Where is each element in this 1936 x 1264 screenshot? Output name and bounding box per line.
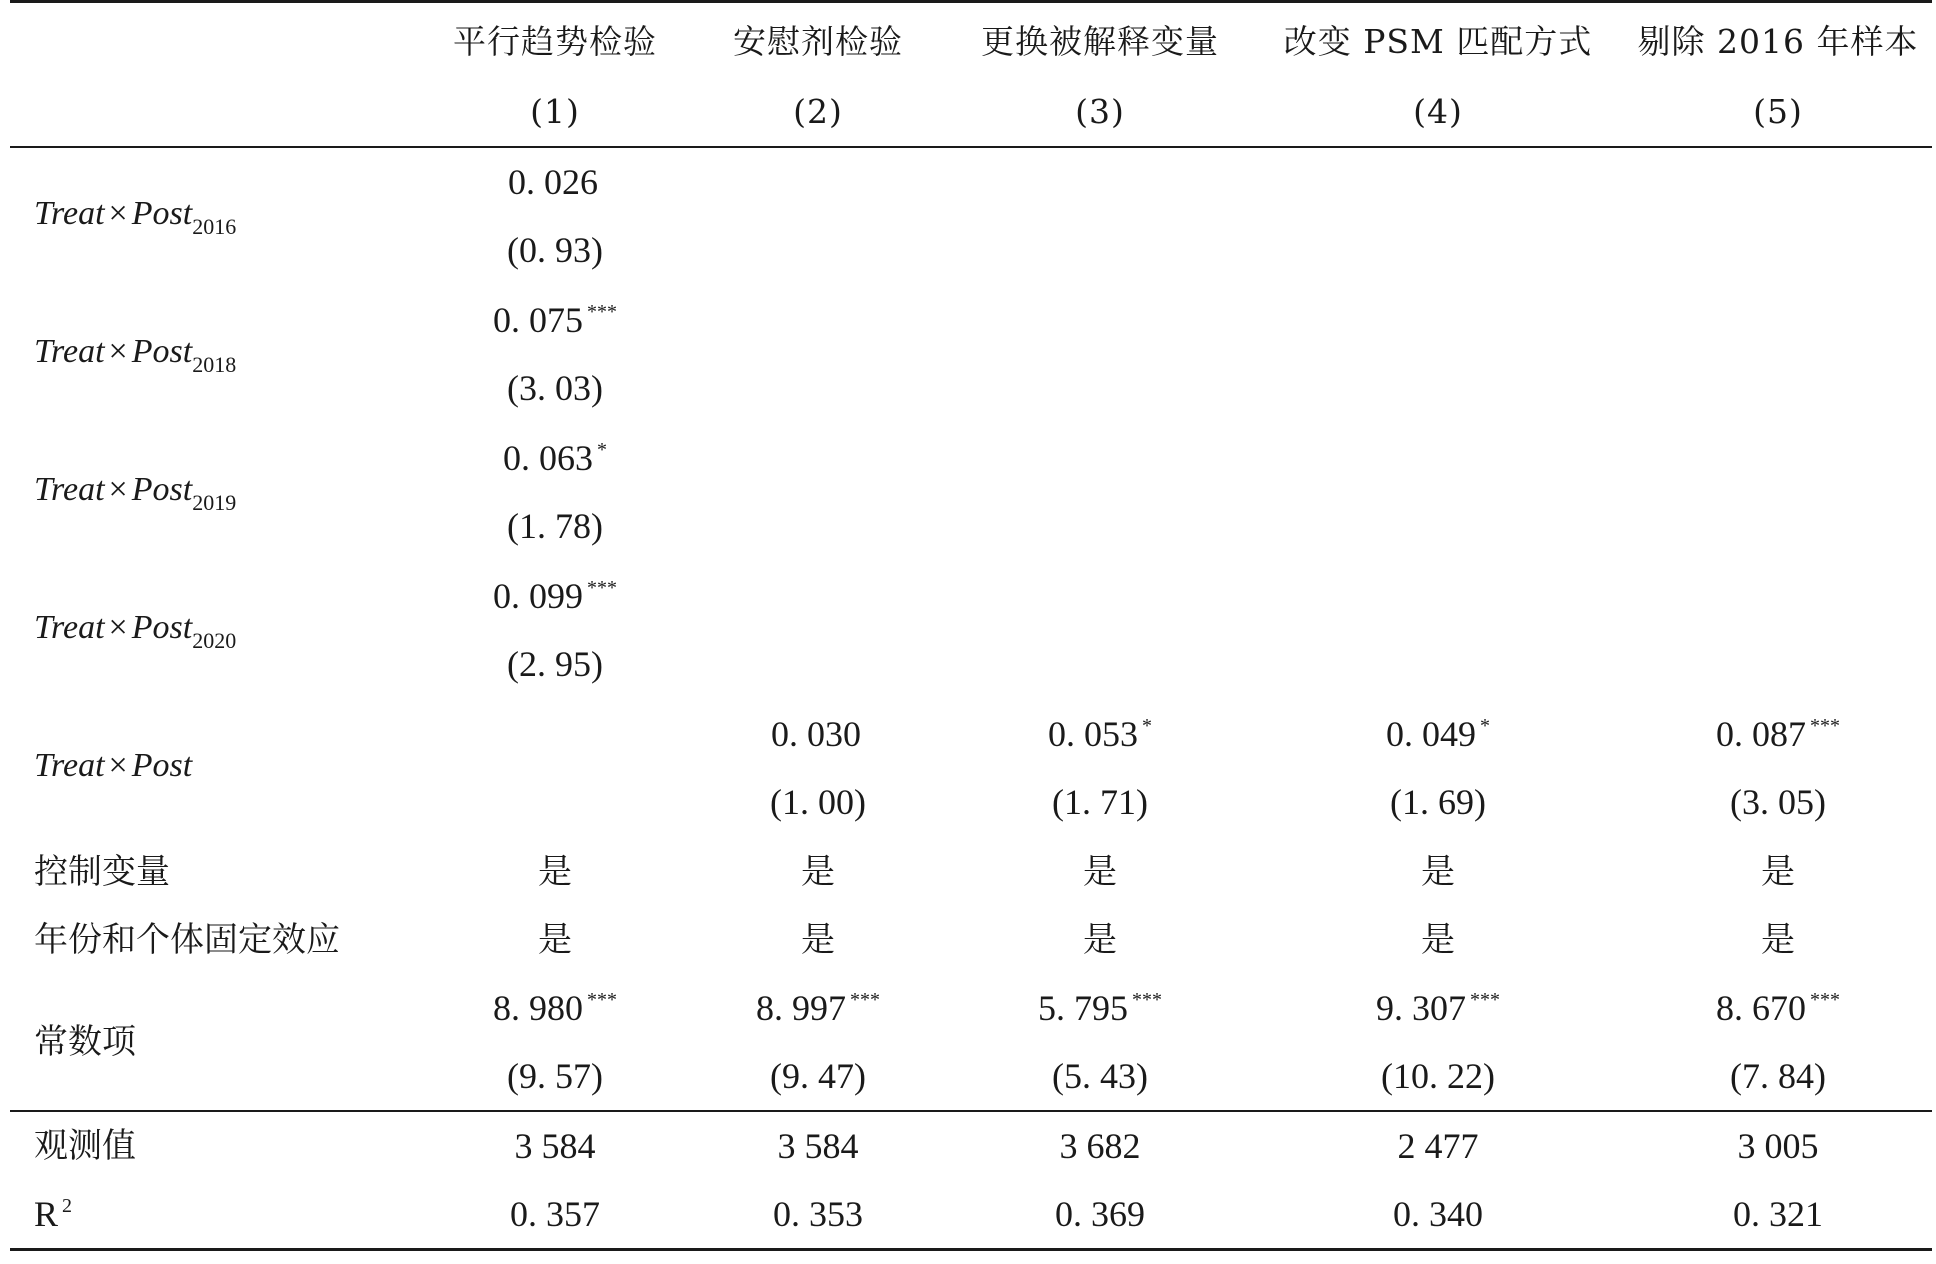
obs-col1: 3 584: [514, 1126, 596, 1166]
coef-tp2018-col1: [493, 300, 617, 340]
coef-value: 0. 099: [493, 576, 583, 616]
coef-value: 0. 049: [1386, 714, 1476, 754]
coef-value: 0. 026: [508, 162, 598, 202]
col-5-title: 剔除 2016 年样本: [1637, 22, 1919, 61]
coef-value: 0. 053: [1048, 714, 1138, 754]
header-rule: [10, 146, 1932, 148]
fe-col4: 是: [1421, 920, 1455, 960]
t-tp2016-col1: (0. 93): [507, 230, 603, 270]
controls-col5: 是: [1761, 852, 1795, 892]
label-post: Post: [131, 609, 193, 646]
const-t-col1: (9. 57): [507, 1056, 603, 1096]
col-1-title: 平行趋势检验: [453, 22, 657, 61]
t-tp-col3: (1. 71): [1052, 782, 1148, 822]
coef-tp-col5: [1716, 714, 1840, 754]
r2-col4: 0. 340: [1393, 1194, 1483, 1234]
significance-stars: *: [597, 439, 607, 461]
coef-value: 8. 980: [493, 988, 583, 1028]
t-tp-col4: (1. 69): [1390, 782, 1486, 822]
t-tp2020-col1: (2. 95): [507, 644, 603, 684]
row-label-fixed-effects: 年份和个体固定效应: [34, 920, 340, 960]
coef-value: 8. 997: [756, 988, 846, 1028]
fe-col5: 是: [1761, 920, 1795, 960]
coef-tp-col2: [771, 714, 865, 754]
row-label-controls: 控制变量: [34, 852, 170, 892]
col-3-title: 更换被解释变量: [981, 22, 1219, 61]
significance-stars: ***: [587, 301, 617, 323]
const-t-col2: (9. 47): [770, 1056, 866, 1096]
col-4-title: 改变 PSM 匹配方式: [1283, 22, 1593, 61]
obs-col2: 3 584: [777, 1126, 859, 1166]
const-coef-col5: [1716, 988, 1840, 1028]
label-subscript: 2018: [192, 352, 237, 377]
regression-table: [10, 0, 1932, 1264]
const-t-col4: (10. 22): [1381, 1056, 1495, 1096]
label-times: ×: [108, 333, 128, 370]
r2-col3: 0. 369: [1055, 1194, 1145, 1234]
coef-value: 0. 087: [1716, 714, 1806, 754]
coef-value: 9. 307: [1376, 988, 1466, 1028]
controls-col4: 是: [1421, 852, 1455, 892]
significance-stars: *: [1142, 715, 1152, 737]
const-coef-col2: [756, 988, 880, 1028]
significance-stars: ***: [1132, 989, 1162, 1011]
label-post: Post: [131, 333, 193, 370]
const-coef-col4: [1376, 988, 1500, 1028]
r2-letter: R: [34, 1194, 59, 1234]
row-label-observations: 观测值: [34, 1126, 136, 1166]
r2-col1: 0. 357: [510, 1194, 600, 1234]
label-times: ×: [108, 471, 128, 508]
r2-col2: 0. 353: [773, 1194, 863, 1234]
label-post: Post: [131, 471, 193, 508]
coef-value: 0. 030: [771, 714, 861, 754]
significance-stars: *: [1480, 715, 1490, 737]
t-tp2019-col1: (1. 78): [507, 506, 603, 546]
fe-col1: 是: [538, 920, 572, 960]
top-rule: [10, 0, 1932, 3]
r2-superscript: 2: [62, 1195, 73, 1217]
row-label-constant: 常数项: [34, 1022, 136, 1062]
label-post: Post: [131, 747, 193, 784]
t-tp-col5: (3. 05): [1730, 782, 1826, 822]
significance-stars: ***: [850, 989, 880, 1011]
obs-col5: 3 005: [1737, 1126, 1819, 1166]
const-coef-col1: [493, 988, 617, 1028]
row-label-treat-post: [34, 746, 192, 786]
fe-col3: 是: [1083, 920, 1117, 960]
r2-col5: 0. 321: [1733, 1194, 1823, 1234]
label-subscript: 2020: [192, 628, 237, 653]
label-treat: Treat: [34, 747, 105, 784]
coef-value: 5. 795: [1038, 988, 1128, 1028]
label-treat: Treat: [34, 195, 105, 232]
label-times: ×: [108, 609, 128, 646]
label-treat: Treat: [34, 333, 105, 370]
const-t-col5: (7. 84): [1730, 1056, 1826, 1096]
controls-col3: 是: [1083, 852, 1117, 892]
label-post: Post: [131, 195, 193, 232]
coef-tp2016-col1: [508, 162, 602, 202]
controls-col2: 是: [801, 852, 835, 892]
t-tp-col2: (1. 00): [770, 782, 866, 822]
t-tp2018-col1: (3. 03): [507, 368, 603, 408]
label-times: ×: [108, 747, 128, 784]
col-2-title: 安慰剂检验: [733, 22, 903, 61]
label-subscript: 2019: [192, 490, 237, 515]
row-label-treat-post-2019: [34, 470, 237, 515]
row-label-r2: [34, 1194, 72, 1234]
significance-stars: ***: [1470, 989, 1500, 1011]
obs-col3: 3 682: [1059, 1126, 1141, 1166]
significance-stars: ***: [587, 577, 617, 599]
label-treat: Treat: [34, 471, 105, 508]
const-t-col3: (5. 43): [1052, 1056, 1148, 1096]
coef-value: 0. 075: [493, 300, 583, 340]
col-1-index: (1): [530, 92, 580, 131]
const-coef-col3: [1038, 988, 1162, 1028]
significance-stars: ***: [587, 989, 617, 1011]
col-3-index: (3): [1075, 92, 1125, 131]
col-4-index: (4): [1413, 92, 1463, 131]
coef-value: 8. 670: [1716, 988, 1806, 1028]
label-subscript: 2016: [192, 214, 237, 239]
label-times: ×: [108, 195, 128, 232]
coef-tp-col3: [1048, 714, 1152, 754]
row-label-treat-post-2016: [34, 194, 237, 239]
controls-col1: 是: [538, 852, 572, 892]
coef-value: 0. 063: [503, 438, 593, 478]
coef-tp2020-col1: [493, 576, 617, 616]
col-2-index: (2): [793, 92, 843, 131]
significance-stars: ***: [1810, 715, 1840, 737]
fe-col2: 是: [801, 920, 835, 960]
bottom-rule: [10, 1248, 1932, 1251]
row-label-treat-post-2018: [34, 332, 237, 377]
obs-col4: 2 477: [1397, 1126, 1479, 1166]
body-rule: [10, 1110, 1932, 1112]
coef-tp2019-col1: [503, 438, 607, 478]
coef-tp-col4: [1386, 714, 1490, 754]
row-label-treat-post-2020: [34, 608, 237, 653]
col-5-index: (5): [1753, 92, 1803, 131]
label-treat: Treat: [34, 609, 105, 646]
significance-stars: ***: [1810, 989, 1840, 1011]
